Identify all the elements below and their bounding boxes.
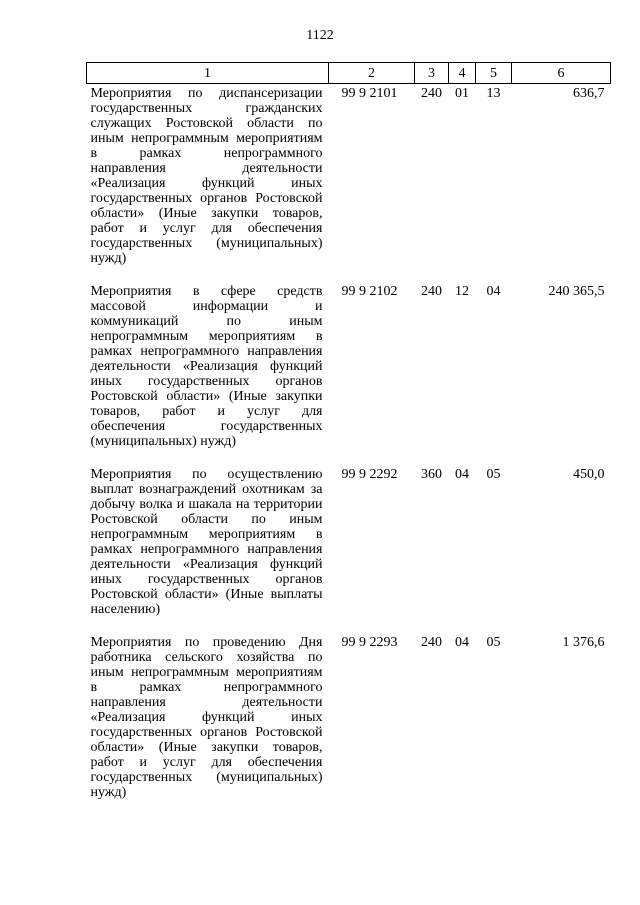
column-header-6: 6 bbox=[512, 63, 611, 84]
row-col-4: 04 bbox=[455, 635, 469, 650]
row-col-5: 13 bbox=[486, 86, 501, 101]
column-header-4: 4 bbox=[449, 63, 476, 84]
header-row bbox=[87, 63, 611, 84]
row-description: Мероприятия в сфере средств массовой информации и коммуникаций по иным непрограммным мероприятиям в рамках непрограммного направления деятельности «Реализация функций иных государственных органов Ростовской области» (Иные закупки товаров, работ и услуг для обеспечения государственных (муниципальных) нужд) bbox=[90, 284, 323, 449]
row-col-4: 04 bbox=[455, 467, 469, 482]
row-description: Мероприятия по проведению Дня работника сельского хозяйства по иным непрограммным мероприятиям в рамках непрограммного направления деятельности «Реализация функций иных государственных органов Ростовской области» (Иные закупки товаров, работ и услуг для обеспечения государственных (муниципальных) нужд) bbox=[90, 635, 323, 800]
column-header-5: 5 bbox=[476, 63, 512, 84]
table-row bbox=[87, 282, 611, 465]
row-col-3: 240 bbox=[421, 86, 442, 101]
budget-table bbox=[86, 62, 611, 816]
table-body bbox=[87, 84, 611, 817]
row-description: Мероприятия по диспансеризации государственных гражданских служащих Ростовской области по иным непрограммным мероприятиям в рамках непрограммного направления деятельности «Реализация функций иных государственных органов Ростовской области» (Иные закупки товаров, работ и услуг для обеспечения государственных (муниципальных) нужд) bbox=[90, 86, 323, 266]
row-description: Мероприятия по осуществлению выплат вознаграждений охотникам за добычу волка и шакала на территории Ростовской области по иным непрограммным мероприятиям в рамках непрограммного направления деятельности «Реализация функций иных государственных органов Ростовской области» (Иные выплаты населению) bbox=[90, 467, 323, 617]
row-col-3: 240 bbox=[421, 635, 442, 650]
row-target-code: 99 9 2101 bbox=[341, 86, 398, 101]
table-header bbox=[87, 63, 611, 84]
table-row bbox=[87, 465, 611, 633]
row-col-5: 04 bbox=[486, 284, 501, 299]
row-col-5: 05 bbox=[486, 467, 501, 482]
row-amount: 450,0 bbox=[573, 467, 605, 482]
row-target-code: 99 9 2292 bbox=[341, 467, 398, 482]
row-col-5: 05 bbox=[486, 635, 501, 650]
row-amount: 636,7 bbox=[573, 86, 605, 101]
row-col-3: 240 bbox=[421, 284, 442, 299]
row-amount: 1 376,6 bbox=[562, 635, 605, 650]
row-col-4: 12 bbox=[455, 284, 469, 299]
row-col-3: 360 bbox=[421, 467, 442, 482]
row-amount: 240 365,5 bbox=[548, 284, 605, 299]
column-header-2: 2 bbox=[329, 63, 415, 84]
row-target-code: 99 9 2293 bbox=[341, 635, 398, 650]
row-col-4: 01 bbox=[455, 86, 469, 101]
table-row bbox=[87, 633, 611, 816]
column-header-3: 3 bbox=[415, 63, 449, 84]
column-header-1: 1 bbox=[87, 63, 329, 84]
table-row bbox=[87, 84, 611, 283]
page-number: 1122 bbox=[306, 28, 334, 43]
row-target-code: 99 9 2102 bbox=[341, 284, 398, 299]
